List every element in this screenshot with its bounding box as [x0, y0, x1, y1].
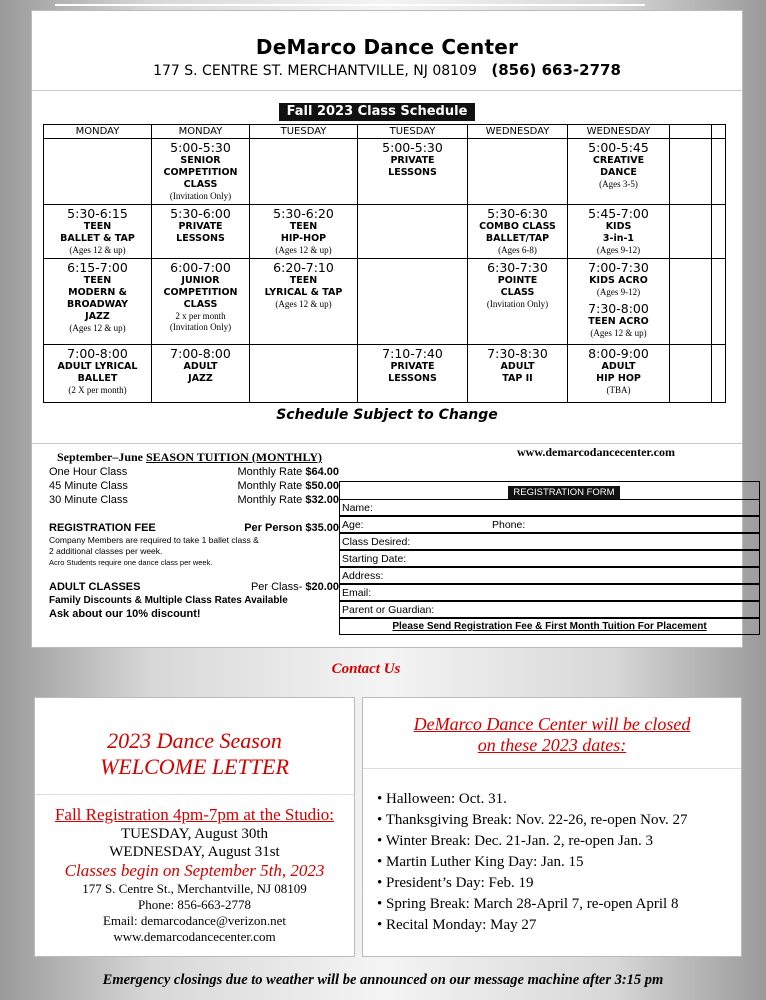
schedule-title: Fall 2023 Class Schedule: [279, 103, 475, 121]
welcome-panel: [34, 697, 355, 957]
class-time: 5:00-5:45: [588, 140, 649, 155]
adult-classes-rate: [251, 580, 339, 594]
schedule-column-header: [670, 125, 712, 139]
class-note: (Ages 12 & up): [275, 245, 332, 255]
registration-fee-rate: [244, 521, 339, 535]
class-desired-label: Class Desired:: [342, 536, 411, 548]
emergency-notice: Emergency closings due to weather will be announced on our message machine after 3:15 pm: [102, 972, 664, 988]
schedule-cell: [568, 205, 670, 259]
class-name: CLASS: [500, 287, 535, 298]
class-name: TEEN: [83, 275, 112, 286]
discounts-note: Family Discounts & Multiple Class Rates Available: [49, 595, 288, 606]
tuition-rate-label: Monthly Rate: [237, 466, 306, 478]
class-time: 8:00-9:00: [588, 346, 649, 361]
tuition-rate: [237, 493, 339, 507]
class-name: HIP HOP: [596, 373, 641, 384]
schedule-cell: [670, 259, 712, 345]
class-name: LESSONS: [388, 373, 437, 384]
class-note: (Ages 12 & up): [275, 299, 332, 309]
center-phone: (856) 663-2778: [491, 61, 621, 79]
class-time: 7:10-7:40: [382, 346, 443, 361]
tuition-class-length: One Hour Class: [49, 466, 128, 478]
class-name: JAZZ: [188, 373, 213, 384]
class-note: (TBA): [606, 385, 631, 395]
schedule-row: [44, 139, 726, 205]
class-name: CLASS: [183, 299, 218, 310]
class-time: 5:30-6:30: [487, 206, 548, 221]
class-note: (Ages 12 & up): [590, 328, 647, 338]
class-name: KIDS: [605, 221, 632, 232]
closed-dates-list: [377, 789, 741, 936]
tuition-amount: $32.00: [305, 494, 339, 506]
class-name: KIDS ACRO: [589, 275, 648, 286]
class-slot: [358, 345, 467, 385]
registration-fee-amount: $35.00: [305, 522, 339, 534]
schedule-table: [43, 124, 726, 403]
class-slot: [44, 205, 151, 256]
tuition-heading-underlined: SEASON TUITION (MONTHLY): [146, 450, 323, 464]
class-name: BROADWAY: [67, 299, 128, 310]
class-note: (Ages 9-12): [596, 245, 641, 255]
class-slot: [44, 345, 151, 396]
closed-date-item: • Spring Break: March 28-April 7, re-open April 8: [377, 894, 741, 915]
tuition-rate: [237, 465, 339, 479]
starting-date-field[interactable]: [339, 550, 760, 567]
class-time: 6:00-7:00: [170, 260, 231, 275]
class-slot: [152, 139, 249, 202]
company-note-2: 2 additional classes per week.: [49, 546, 163, 556]
registration-fee-rate-label: Per Person: [244, 522, 306, 534]
class-name: PRIVATE: [390, 155, 435, 166]
adult-classes-row: [49, 580, 339, 594]
schedule-note: Schedule Subject to Change: [276, 407, 498, 423]
parent-guardian-label: Parent or Guardian:: [342, 604, 435, 616]
closed-dates-title: [363, 714, 741, 756]
class-slot: [152, 345, 249, 385]
class-time: 6:30-7:30: [487, 260, 548, 275]
schedule-cell: [568, 345, 670, 403]
class-slot: [568, 345, 669, 396]
schedule-cell: [250, 205, 358, 259]
closed-date-item: • Martin Luther King Day: Jan. 15: [377, 852, 741, 873]
class-slot: [152, 205, 249, 245]
phone-label: Phone:: [492, 519, 526, 531]
class-name: TEEN: [83, 221, 112, 232]
tuition-rate-label: Monthly Rate: [237, 494, 306, 506]
schedule-column-header: [712, 125, 726, 139]
schedule-row: [44, 259, 726, 345]
class-note: (Ages 3-5): [599, 179, 638, 189]
schedule-column-header: WEDNESDAY: [568, 125, 670, 139]
schedule-cell: [568, 139, 670, 205]
class-slot: [568, 205, 669, 256]
adult-classes-amount: $20.00: [305, 581, 339, 593]
schedule-row: [44, 345, 726, 403]
class-name: TAP II: [502, 373, 533, 384]
schedule-column-header: TUESDAY: [250, 125, 358, 139]
welcome-separator: [35, 794, 354, 795]
tuition-rate: [237, 479, 339, 493]
welcome-title-line-2: WELCOME LETTER: [100, 754, 289, 779]
class-time: 7:30-8:00: [588, 301, 649, 316]
schedule-cell: [468, 345, 568, 403]
class-slot: [468, 259, 567, 310]
welcome-email[interactable]: Email: demarcodance@verizon.net: [102, 913, 287, 928]
schedule-cell: [44, 345, 152, 403]
class-note: (2 X per month): [68, 385, 127, 395]
header: [32, 11, 742, 79]
class-time: 6:20-7:10: [273, 260, 334, 275]
closed-date-item: • President’s Day: Feb. 19: [377, 873, 741, 894]
closed-title-line-2: on these 2023 dates:: [477, 735, 627, 755]
registration-day-2: WEDNESDAY, August 31st: [109, 844, 280, 860]
class-name: JUNIOR: [181, 275, 220, 286]
email-label: Email:: [342, 587, 372, 599]
name-label: Name:: [342, 502, 373, 514]
schedule-row: [44, 205, 726, 259]
welcome-body: [35, 805, 354, 945]
discount-offer: Ask about our 10% discount!: [49, 608, 201, 620]
registration-form-title: REGISTRATION FORM: [508, 486, 620, 499]
class-name: DANCE: [600, 167, 637, 178]
class-note: (Ages 6-8): [498, 245, 537, 255]
section-separator: [32, 443, 742, 444]
class-name: TEEN: [289, 275, 318, 286]
company-note-1: Company Members are required to take 1 ballet class &: [49, 535, 259, 545]
schedule-cell: [670, 139, 712, 205]
address-label: Address:: [342, 570, 384, 582]
adult-classes-label: ADULT CLASSES: [49, 581, 141, 593]
schedule-cell: [250, 139, 358, 205]
age-label: Age:: [342, 519, 364, 531]
schedule-cell: [152, 139, 250, 205]
class-time: 5:30-6:15: [67, 206, 128, 221]
class-time: 5:30-6:00: [170, 206, 231, 221]
schedule-cell: [44, 259, 152, 345]
welcome-address: 177 S. Centre St., Merchantville, NJ 08109: [82, 881, 307, 896]
schedule-body: [44, 139, 726, 403]
class-name: BALLET/TAP: [485, 233, 550, 244]
schedule-cell: [358, 139, 468, 205]
class-name: LESSONS: [176, 233, 225, 244]
form-submission-note: Please Send Registration Fee & First Month Tuition For Placement: [339, 618, 760, 635]
age-phone-field[interactable]: [339, 516, 760, 533]
schedule-column-header: TUESDAY: [358, 125, 468, 139]
classes-begin: Classes begin on September 5th, 2023: [64, 861, 325, 880]
class-name: ADULT: [500, 361, 535, 372]
class-time: 7:00-8:00: [67, 346, 128, 361]
schedule-cell: [712, 259, 726, 345]
schedule-cell: [250, 345, 358, 403]
class-slot: [358, 139, 467, 179]
closed-separator: [363, 768, 741, 769]
registration-day-1: TUESDAY, August 30th: [120, 826, 269, 842]
class-note: (Invitation Only): [486, 299, 549, 309]
class-slot: [568, 139, 669, 190]
main-panel: [31, 10, 743, 648]
class-note: (Ages 9-12): [596, 287, 641, 297]
welcome-title-line-1: 2023 Dance Season: [107, 728, 282, 753]
tuition-rate-row: [49, 493, 339, 507]
schedule-cell: [358, 259, 468, 345]
schedule-cell: [468, 139, 568, 205]
name-field[interactable]: [339, 499, 760, 516]
class-slot: [468, 205, 567, 256]
class-time: 5:00-5:30: [382, 140, 443, 155]
class-time: 7:00-8:00: [170, 346, 231, 361]
closed-date-item: • Recital Monday: May 27: [377, 915, 741, 936]
class-name: 3-in-1: [602, 233, 635, 244]
class-time: 7:30-8:30: [487, 346, 548, 361]
class-desired-field[interactable]: [339, 533, 760, 550]
schedule-cell: [152, 259, 250, 345]
class-note: 2 x per month: [175, 311, 226, 321]
class-time: 5:45-7:00: [588, 206, 649, 221]
class-time: 6:15-7:00: [67, 260, 128, 275]
schedule-column-header: WEDNESDAY: [468, 125, 568, 139]
class-note: (Ages 12 & up): [69, 245, 126, 255]
class-name: TEEN ACRO: [588, 316, 649, 327]
welcome-title: [35, 728, 354, 780]
schedule-cell: [44, 205, 152, 259]
website-link[interactable]: www.demarcodancecenter.com: [517, 445, 675, 459]
class-name: TEEN: [289, 221, 318, 232]
top-divider-line: [55, 4, 645, 6]
class-name: POINTE: [497, 275, 538, 286]
class-name: LYRICAL & TAP: [264, 287, 343, 298]
center-address: 177 S. CENTRE ST. MERCHANTVILLE, NJ 08109: [153, 63, 477, 79]
class-name: HIP-HOP: [280, 233, 327, 244]
class-note: (Invitation Only): [169, 191, 232, 201]
class-note: (Invitation Only): [169, 322, 232, 332]
adult-classes-rate-label: Per Class-: [250, 581, 306, 593]
class-name: SENIOR: [180, 155, 221, 166]
closed-date-item: • Winter Break: Dec. 21-Jan. 2, re-open Jan. 3: [377, 831, 741, 852]
schedule-cell: [152, 345, 250, 403]
class-name: LESSONS: [388, 167, 437, 178]
schedule-column-header: MONDAY: [44, 125, 152, 139]
registration-form: [339, 473, 760, 633]
header-separator: [32, 90, 742, 91]
registration-fee-block: [49, 521, 339, 568]
class-slot: [568, 300, 669, 339]
class-name: CLASS: [183, 179, 218, 190]
schedule-cell: [670, 345, 712, 403]
schedule-cell: [250, 259, 358, 345]
acro-note: Acro Students require one dance class per week.: [49, 558, 213, 567]
closed-date-item: • Thanksgiving Break: Nov. 22-26, re-open Nov. 27: [377, 810, 741, 831]
schedule-cell: [468, 259, 568, 345]
schedule-cell: [670, 205, 712, 259]
fall-registration: Fall Registration 4pm-7pm at the Studio:: [54, 805, 335, 824]
class-name: COMBO CLASS: [479, 221, 556, 232]
tuition-rates: [49, 465, 339, 507]
registration-fee-label: REGISTRATION FEE: [49, 522, 156, 534]
tuition-amount: $50.00: [305, 480, 339, 492]
schedule-cell: [468, 205, 568, 259]
tuition-rate-row: [49, 465, 339, 479]
class-name: JAZZ: [85, 311, 110, 322]
schedule-cell: [44, 139, 152, 205]
parent-guardian-field[interactable]: [339, 601, 760, 618]
center-address-line: [32, 61, 742, 79]
contact-us-link[interactable]: Contact Us: [331, 661, 401, 677]
class-name: CREATIVE: [592, 155, 645, 166]
class-name: COMPETITION: [163, 167, 238, 178]
closed-title-line-1: DeMarco Dance Center will be closed: [413, 714, 691, 734]
schedule-cell: [712, 139, 726, 205]
class-name: MODERN &: [68, 287, 127, 298]
tuition-class-length: 30 Minute Class: [49, 494, 128, 506]
schedule-column-header: MONDAY: [152, 125, 250, 139]
closed-date-item: • Halloween: Oct. 31.: [377, 789, 741, 810]
class-name: PRIVATE: [178, 221, 223, 232]
schedule-cell: [712, 205, 726, 259]
registration-fee-row: [49, 521, 339, 535]
class-slot: [568, 259, 669, 298]
schedule-cell: [568, 259, 670, 345]
tuition-amount: $64.00: [305, 466, 339, 478]
class-name: ADULT: [601, 361, 636, 372]
tuition-rate-row: [49, 479, 339, 493]
class-name: BALLET & TAP: [60, 233, 135, 244]
email-field[interactable]: [339, 584, 760, 601]
class-slot: [468, 345, 567, 385]
welcome-phone: Phone: 856-663-2778: [137, 897, 252, 912]
tuition-class-length: 45 Minute Class: [49, 480, 128, 492]
class-slot: [44, 259, 151, 334]
schedule-cell: [358, 345, 468, 403]
center-name: DeMarco Dance Center: [255, 35, 519, 59]
class-note: (Ages 12 & up): [69, 323, 126, 333]
class-name: COMPETITION: [163, 287, 238, 298]
tuition-rate-label: Monthly Rate: [237, 480, 306, 492]
tuition-heading: [57, 450, 339, 465]
class-slot: [250, 205, 357, 256]
schedule-cell: [712, 345, 726, 403]
starting-date-label: Starting Date:: [342, 553, 407, 565]
schedule-cell: [358, 205, 468, 259]
address-field[interactable]: [339, 567, 760, 584]
class-name: ADULT LYRICAL: [57, 361, 138, 372]
class-time: 5:00-5:30: [170, 140, 231, 155]
tuition-section: [49, 450, 339, 621]
schedule-cell: [152, 205, 250, 259]
closed-dates-panel: [362, 697, 742, 957]
class-slot: [152, 259, 249, 333]
class-slot: [250, 259, 357, 310]
class-name: ADULT: [183, 361, 218, 372]
schedule-header-row: [44, 125, 726, 139]
class-time: 7:00-7:30: [588, 260, 649, 275]
class-name: PRIVATE: [390, 361, 435, 372]
class-name: BALLET: [77, 373, 118, 384]
tuition-heading-prefix: September–June: [57, 450, 146, 464]
class-time: 5:30-6:20: [273, 206, 334, 221]
welcome-website[interactable]: www.demarcodancecenter.com: [113, 929, 276, 944]
